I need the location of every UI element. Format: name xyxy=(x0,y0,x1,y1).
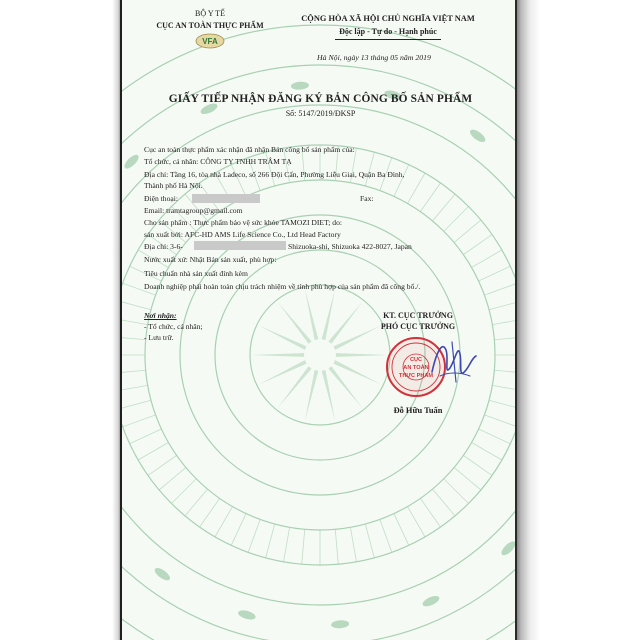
watermark-ray xyxy=(215,507,233,537)
watermark-ray xyxy=(185,489,207,516)
watermark-bird xyxy=(499,539,517,557)
watermark-ray xyxy=(472,250,502,268)
phone-label: Điện thoại: xyxy=(144,194,178,203)
watermark-ray xyxy=(302,529,305,564)
left-background xyxy=(0,0,120,640)
recipients-label: Nơi nhận: xyxy=(144,311,177,320)
producer-line: sản xuất bởi: AFC-HD AMS Life Science Co., Ltd Head Factory xyxy=(144,230,341,239)
watermark-ray xyxy=(420,183,440,212)
watermark-ray xyxy=(479,429,511,444)
watermark-ray xyxy=(444,479,469,504)
svg-text:AN TOÀN: AN TOÀN xyxy=(403,365,429,371)
watermark-ray xyxy=(266,524,275,558)
watermark-ray xyxy=(122,370,146,373)
watermark-ray xyxy=(122,337,146,340)
responsibility-line: Doanh nghiệp phải hoàn toàn chịu trách nhiệm về tính phù hợp của sản phẩm đã công bố./. xyxy=(144,282,421,291)
watermark-bird xyxy=(237,609,256,622)
watermark-ray xyxy=(408,173,426,203)
address-line-2: Thành phố Hà Nội. xyxy=(144,181,203,190)
logo-text: VFA xyxy=(202,37,218,46)
right-background xyxy=(516,0,640,640)
watermark-ray xyxy=(472,443,502,461)
handwritten-signature xyxy=(422,332,482,392)
producer-address-redacted xyxy=(194,241,286,250)
watermark-bird xyxy=(468,127,487,144)
watermark-ray xyxy=(123,415,156,427)
watermark-ray xyxy=(350,527,356,561)
watermark-ray xyxy=(463,455,492,475)
watermark-ray xyxy=(489,400,517,409)
watermark-ray xyxy=(408,507,426,537)
watermark-ray xyxy=(484,415,517,427)
department-name: CỤC AN TOÀN THỰC PHẨM xyxy=(156,21,264,30)
watermark-ray xyxy=(138,443,168,461)
watermark-ray xyxy=(148,455,177,475)
watermark-ray xyxy=(380,519,392,552)
watermark-ray xyxy=(444,207,469,232)
watermark-ray xyxy=(231,514,246,546)
watermark-ray xyxy=(454,467,481,489)
watermark-star-ray xyxy=(336,353,388,357)
watermark-ray xyxy=(494,370,517,373)
watermark-ray xyxy=(463,235,492,255)
watermark-bird xyxy=(291,81,310,90)
document-title: GIẤY TIẾP NHẬN ĐĂNG KÝ BẢN CÔNG BỐ SẢN PHẨM xyxy=(168,93,473,105)
recipient-item: - Tổ chức, cá nhân; xyxy=(144,322,203,331)
standard-line: Tiêu chuẩn nhà sản xuất đính kèm xyxy=(144,269,248,278)
watermark-ray xyxy=(484,283,517,295)
watermark-ray xyxy=(172,479,197,504)
watermark-star-ray xyxy=(305,370,318,421)
country-name: CỘNG HÒA XÃ HỘI CHỦ NGHĨA VIỆT NAM xyxy=(301,14,475,23)
signatory-name: Đỗ Hữu Tuấn xyxy=(393,406,443,415)
vfa-logo-icon xyxy=(195,33,225,49)
watermark-ray xyxy=(394,514,409,546)
watermark-ray xyxy=(492,385,517,391)
organization-line: Tổ chức, cá nhân: CÔNG TY TNHH TRÂM TẠ xyxy=(144,157,292,166)
intro-line: Cục an toàn thực phẩm xác nhận đã nhận Bản công bố sản phẩm của: xyxy=(144,145,355,154)
origin-line: Nước xuất xứ: Nhật Bản sản xuất, phù hợp: xyxy=(144,255,277,264)
producer-address-prefix: Địa chỉ: 3-6- xyxy=(144,242,183,251)
watermark-ray xyxy=(494,337,517,340)
watermark-ray xyxy=(335,529,338,564)
recipient-item: - Lưu trữ. xyxy=(144,333,174,342)
watermark-ray xyxy=(200,498,220,527)
address-line-1: Địa chỉ: Tầng 16, tòa nhà Ladeco, số 266 Đội Cấn, Phường Liễu Giai, Quận Ba Đình, xyxy=(144,170,405,179)
svg-text:THỰC PHẨM: THỰC PHẨM xyxy=(398,373,434,379)
signatory-role-1: KT. CỤC TRƯỞNG xyxy=(383,311,453,320)
certificate-page xyxy=(120,0,517,640)
product-line: Cho sản phẩm : Thực phẩm bảo vệ sức khỏe TAMOZI DIET; do: xyxy=(144,218,342,227)
watermark-star-ray xyxy=(322,370,335,421)
phone-redacted xyxy=(192,194,260,203)
issue-date: Hà Nội, ngày 13 tháng 05 năm 2019 xyxy=(317,53,431,62)
fax-label: Fax: xyxy=(360,194,374,203)
email-line: Email: tramtagroup@gmail.com xyxy=(144,206,243,215)
watermark-ray xyxy=(432,489,454,516)
motto-underline xyxy=(335,39,441,40)
watermark-star-ray xyxy=(322,289,335,340)
svg-text:CỤC: CỤC xyxy=(409,357,423,363)
motto: Độc lập - Tự do - Hạnh phúc xyxy=(339,27,437,36)
watermark-bird xyxy=(122,153,140,171)
watermark-ray xyxy=(479,266,511,281)
watermark-ray xyxy=(122,385,148,391)
signatory-role-2: PHÓ CỤC TRƯỞNG xyxy=(380,322,456,331)
watermark-ray xyxy=(122,400,151,409)
watermark-ray xyxy=(454,220,481,242)
watermark-ray xyxy=(248,519,260,552)
watermark-bird xyxy=(153,566,172,583)
watermark-ray xyxy=(159,467,186,489)
watermark-star-ray xyxy=(252,353,304,357)
ministry-name: BỘ Y TẾ xyxy=(195,9,225,18)
producer-address-suffix: Shizuoka-shi, Shizuoka 422-8027, Japan xyxy=(288,242,412,251)
watermark-bird xyxy=(331,620,350,629)
watermark-ray xyxy=(432,194,454,221)
watermark-ray xyxy=(284,527,290,561)
watermark-bird xyxy=(421,594,441,609)
watermark-ray xyxy=(365,524,374,558)
watermark-ray xyxy=(489,301,517,310)
watermark-ray xyxy=(492,319,517,325)
watermark-ray xyxy=(420,498,440,527)
watermark-ray xyxy=(130,429,162,444)
watermark-star-ray xyxy=(305,289,318,340)
watermark-ray xyxy=(122,301,151,310)
document-number: Số: 5147/2019/ĐKSP xyxy=(285,109,356,118)
